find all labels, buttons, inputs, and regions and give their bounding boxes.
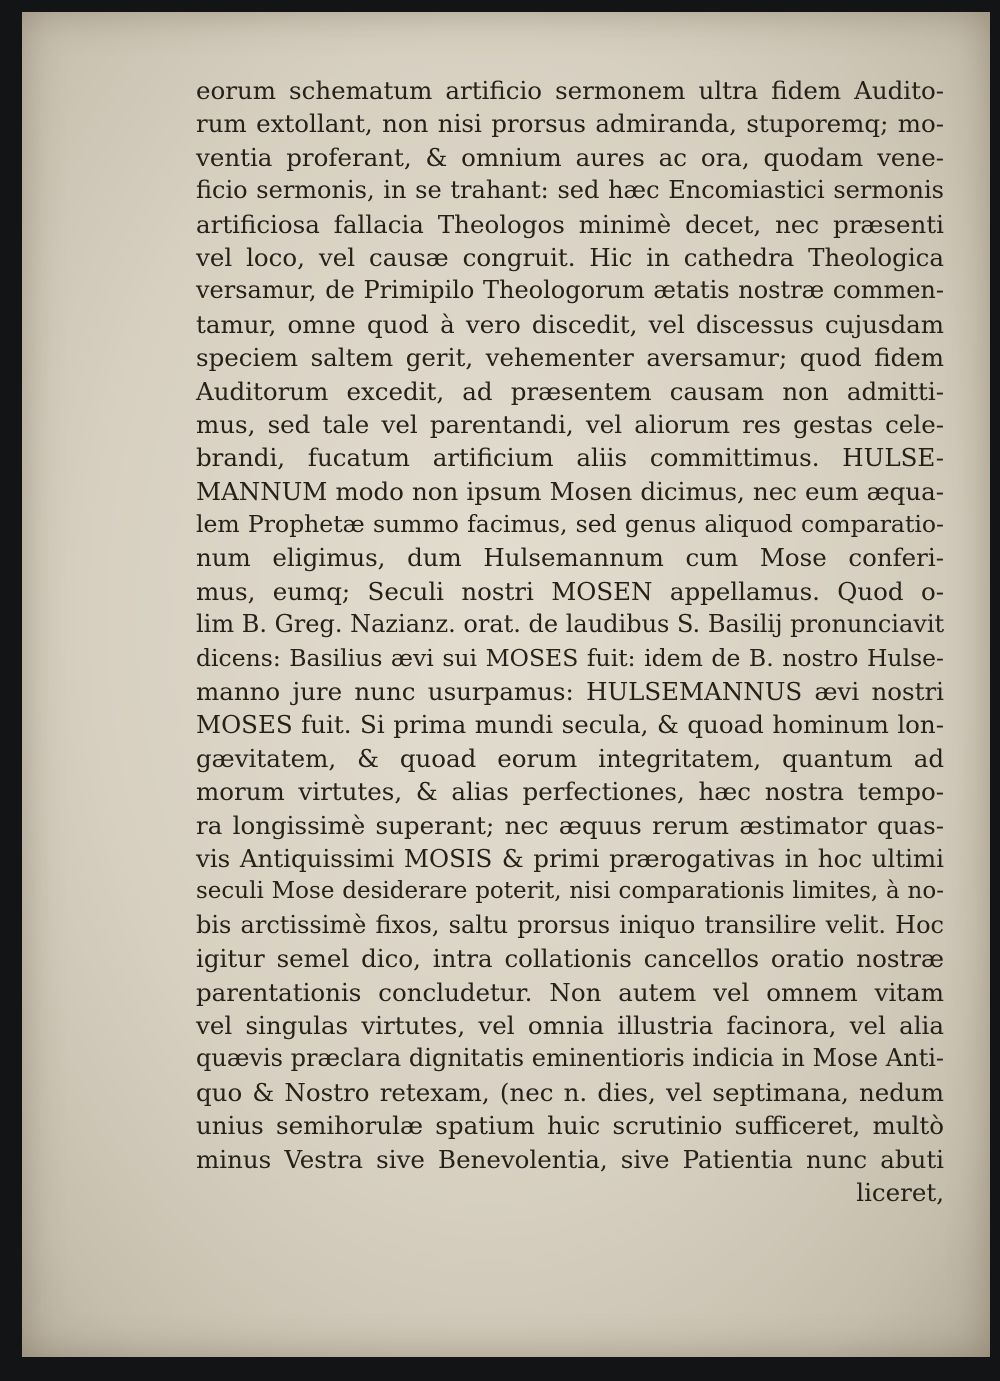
text-line: rum extollant, non nisi prorsus admiranda, stuporemq; mo- <box>196 109 944 139</box>
text-line: vel singulas virtutes, vel omnia illustria facinora, vel alia <box>196 1010 944 1040</box>
text-line: bis arctissimè fixos, saltu prorsus iniquo transilire velit. Hoc <box>196 910 944 939</box>
text-line: num eligimus, dum Hulsemannum cum Mose conferi- <box>196 543 944 573</box>
text-line: seculi Mose desiderare poterit, nisi comparationis limites, à no- <box>196 878 944 905</box>
text-line: Auditorum excedit, ad præsentem causam non admitti- <box>196 376 944 406</box>
text-line: quævis præclara dignitatis eminentioris indicia in Mose Anti- <box>196 1044 944 1073</box>
text-line: lem Prophetæ summo facimus, sed genus aliquod comparatio- <box>196 510 944 539</box>
book-page <box>22 12 990 1357</box>
text-line: manno jure nunc usurpamus: HULSEMANNUS ævi nostri <box>196 677 944 707</box>
text-line: ra longissimè superant; nec æquus rerum æstimator quas- <box>196 810 944 840</box>
text-line: igitur semel dico, intra collationis cancellos oratio nostræ <box>196 944 944 974</box>
text-line: brandi, fucatum artificium aliis committimus. HULSE- <box>196 443 944 473</box>
text-line: gævitatem, & quoad eorum integritatem, quantum ad <box>196 743 944 773</box>
text-line: quo & Nostro retexam, (nec n. dies, vel septimana, nedum <box>196 1077 944 1107</box>
text-line: mus, eumq; Seculi nostri MOSEN appellamus. Quod o- <box>196 576 944 606</box>
text-line: unius semihorulæ spatium huic scrutinio sufficeret, multò <box>196 1111 944 1141</box>
text-line: ficio sermonis, in se trahant: sed hæc Encomiastici sermonis <box>196 176 944 205</box>
text-line: mus, sed tale vel parentandi, vel aliorum res gestas cele- <box>196 409 944 439</box>
text-line: versamur, de Primipilo Theologorum ætatis nostræ commen- <box>196 276 944 305</box>
text-line: vel loco, vel causæ congruit. Hic in cathedra Theologica <box>196 242 944 272</box>
text-line: eorum schematum artificio sermonem ultra fidem Audito- <box>196 76 944 105</box>
text-line: minus Vestra sive Benevolentia, sive Patientia nunc abuti <box>196 1144 944 1174</box>
page-text <box>196 74 944 1209</box>
text-line: dicens: Basilius ævi sui MOSES fuit: idem de B. nostro Hulse- <box>196 643 944 672</box>
text-line: MANNUM modo non ipsum Mosen dicimus, nec eum æqua- <box>196 476 944 506</box>
text-line: parentationis concludetur. Non autem vel omnem vitam <box>196 977 944 1007</box>
text-line: speciem saltem gerit, vehementer aversamur; quod fidem <box>196 343 944 373</box>
text-line: tamur, omne quod à vero discedit, vel discessus cujusdam <box>196 309 944 339</box>
text-line: lim B. Greg. Nazianz. orat. de laudibus S. Basilij pronunciavit <box>196 610 945 639</box>
text-line: vis Antiquissimi MOSIS & primi prærogativas in hoc ultimi <box>196 843 944 873</box>
text-line: MOSES fuit. Si prima mundi secula, & quoad hominum lon- <box>196 710 944 740</box>
text-line: morum virtutes, & alias perfectiones, hæc nostra tempo- <box>196 777 944 807</box>
text-line: ventia proferant, & omnium aures ac ora, quodam vene- <box>196 142 944 172</box>
catchword-line: liceret, <box>856 1177 944 1207</box>
text-line: artificiosa fallacia Theologos minimè decet, nec præsenti <box>196 209 944 239</box>
